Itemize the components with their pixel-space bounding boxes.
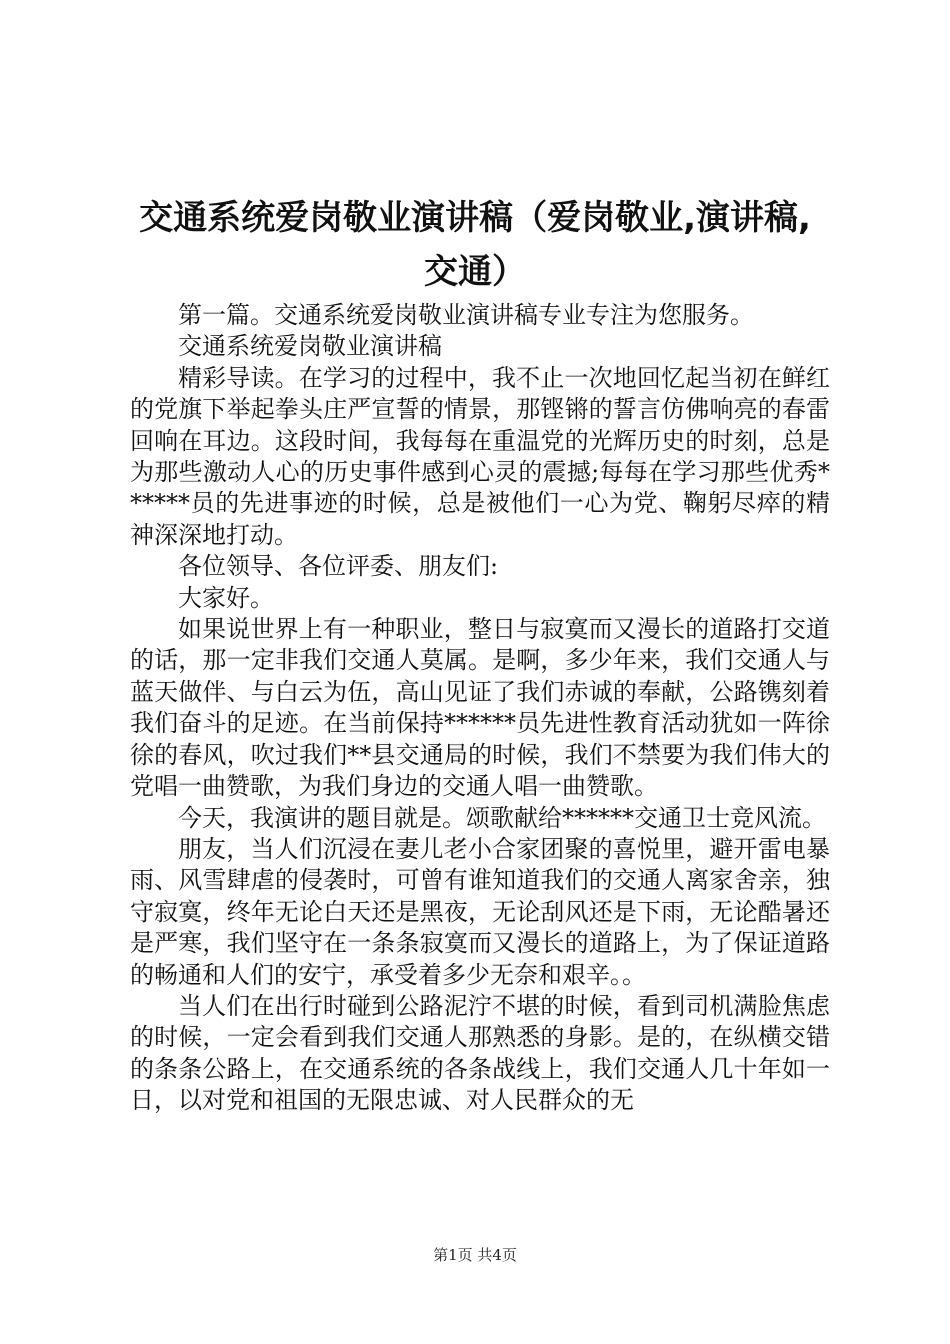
page-number-footer: 第1页 共4页 bbox=[433, 1246, 517, 1264]
paragraph-body-2: 朋友，当人们沉浸在妻儿老小合家团聚的喜悦里，避开雷电暴雨、风雪肆虐的侵袭时，可曾有谁知道我们的交通人离家舍亲，独守寂寞，终年无论白天还是黑夜，无论刮风还是下雨，无论酷暑还是严寒，我们坚守在一条条寂寞而又漫长的道路上，为了保证道路的畅通和人们的安宁，承受着多少无奈和艰辛。。 bbox=[130, 834, 830, 989]
document-body bbox=[130, 300, 830, 1117]
paragraph-body-1: 如果说世界上有一种职业，整日与寂寞而又漫长的道路打交道的话，那一定非我们交通人莫属。是啊，多少年来，我们交通人与蓝天做伴、与白云为伍，高山见证了我们赤诚的奉献，公路镌刻着我们奋斗的足迹。在当前保持******员先进性教育活动犹如一阵徐徐的春风，吹过我们**县交通局的时候，我们不禁要为我们伟大的党唱一曲赞歌，为我们身边的交通人唱一曲赞歌。 bbox=[130, 615, 830, 801]
paragraph-topic: 今天，我演讲的题目就是。颂歌献给******交通卫士竞风流。 bbox=[178, 803, 826, 832]
paragraph-hello: 大家好。 bbox=[178, 583, 274, 612]
paragraph-subtitle: 交通系统爱岗敬业演讲稿 bbox=[178, 332, 442, 361]
document-title-line-1: 交通系统爱岗敬业演讲稿（爱岗敬业,演讲稿, bbox=[139, 198, 811, 238]
paragraph-highlight: 精彩导读。在学习的过程中，我不止一次地回忆起当初在鲜红的党旗下举起拳头庄严宣誓的情景，那铿锵的誓言仿佛响亮的春雷回响在耳边。这段时间，我每每在重温党的光辉历史的时刻，总是为那些激动人心的历史事件感到心灵的震撼;每每在学习那些优秀******员的先进事迹的时候，总是被他们一心为党、鞠躬尽瘁的精神深深地打动。 bbox=[130, 363, 830, 549]
paragraph-intro: 第一篇。交通系统爱岗敬业演讲稿专业专注为您服务。 bbox=[178, 301, 754, 329]
paragraph-body-3: 当人们在出行时碰到公路泥泞不堪的时候，看到司机满脸焦虑的时候，一定会看到我们交通人那熟悉的身影。是的，在纵横交错的条条公路上，在交通系统的各条战线上，我们交通人几十年如一日，以对党和祖国的无限忠诚、对人民群众的无 bbox=[130, 991, 830, 1115]
document-title-line-2: 交通） bbox=[424, 252, 526, 292]
paragraph-greeting: 各位领导、各位评委、朋友们: bbox=[178, 552, 499, 581]
